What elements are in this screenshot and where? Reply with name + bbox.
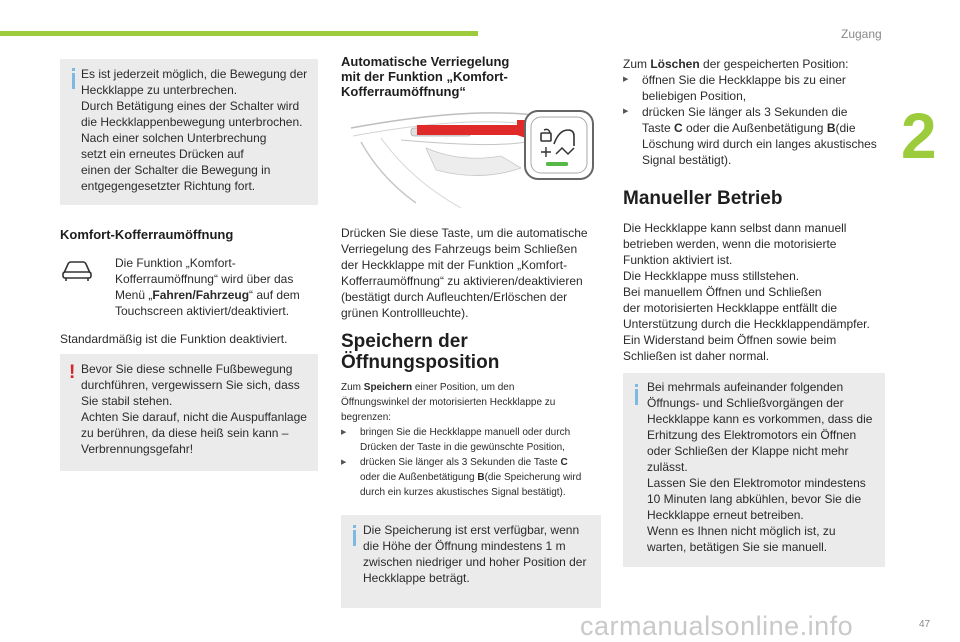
default-text: Standardmäßig ist die Funktion deaktiviert.: [60, 332, 288, 346]
text-line: (bestätigt durch Aufleuchten/Erlöschen der: [341, 290, 568, 304]
heading-line: mit der Funktion „Komfort-: [341, 69, 508, 84]
text-line: ▶ öffnen Sie die Heckklappe bis zu einer: [642, 73, 846, 87]
heading-line: Kofferraumöffnung“: [341, 84, 466, 99]
info-line: die Höhe der Öffnung mindestens 1 m: [363, 539, 566, 553]
info-line: 10 Minuten lang abkühlen, bevor Sie die: [647, 492, 862, 506]
heading-line: Speichern der: [341, 331, 468, 352]
text-line: Die Heckklappe muss stillstehen.: [623, 269, 800, 283]
text-line: Drücken Sie diese Taste, um die automatische: [341, 226, 588, 240]
automatic-locking-text: [341, 225, 606, 321]
heading-speichern: [341, 331, 601, 373]
warning-line: Verbrennungsgefahr!: [81, 442, 194, 456]
info-line: Wenn es Ihnen nicht möglich ist, zu: [647, 524, 836, 538]
info-line: einen der Schalter die Bewegung in: [81, 163, 271, 177]
info-line: Heckklappe erneut betreiben.: [647, 508, 804, 522]
tailgate-lock-button-icon: [341, 108, 601, 214]
warning-icon: !: [69, 362, 76, 383]
key-label: B: [826, 121, 836, 135]
text-fragment: (die Speicherung wird: [484, 472, 582, 483]
page-number: 47: [919, 619, 931, 630]
heading-line: Öffnungsposition: [341, 352, 500, 373]
text-line: Kofferraumöffnung“ zu aktivieren/deaktivieren: [341, 274, 583, 288]
text-fragment: drücken Sie länger als 3 Sekunden die Taste: [360, 457, 561, 468]
info-line: Nach einer solchen Unterbrechung: [81, 131, 267, 145]
emphasis: Löschen: [650, 57, 700, 71]
text-line: Löschung wird durch ein langes akustisches: [642, 137, 877, 151]
warning-line: zu berühren, da diese heiß sein kann –: [81, 426, 289, 440]
warning-line: Achten Sie darauf, nicht die Auspuffanlage: [81, 410, 307, 424]
heading-manueller-betrieb: Manueller Betrieb: [623, 188, 783, 209]
info-line: Erhitzung des Elektromotors ein Öffnen: [647, 428, 857, 442]
text-line: Ein Widerstand beim Öffnen sowie beim: [623, 333, 837, 347]
text-line: Signal bestätigt).: [642, 153, 732, 167]
info-box-interrupt: [60, 59, 318, 205]
info-line: Heckklappe beträgt.: [363, 571, 470, 585]
text-fragment: oder die Außenbetätigung: [682, 121, 827, 135]
info-line: Bei mehrmals aufeinander folgenden: [647, 380, 844, 394]
manueller-betrieb-text: [623, 220, 889, 364]
text-fragment: Zum: [623, 57, 651, 71]
text-line: Drücken der Taste in die gewünschte Position,: [360, 442, 565, 453]
info-icon: [353, 530, 356, 546]
text-fragment: “ auf dem: [249, 288, 300, 302]
text-fragment: Menü „: [115, 288, 153, 302]
warning-box: [60, 354, 318, 471]
watermark: carmanualsonline.info: [580, 611, 854, 641]
info-line: setzt ein erneutes Drücken auf: [81, 147, 244, 161]
text-line: Öffnungswinkel der motorisierten Heckklappe zu: [341, 397, 556, 408]
text-fragment: der gespeicherten Position:: [699, 57, 849, 71]
bullet-item: [623, 104, 889, 168]
info-line: Die Speicherung ist erst verfügbar, wenn: [363, 523, 580, 537]
header-accent-bar: [0, 31, 478, 36]
loeschen-instructions: [623, 56, 889, 168]
text-fragment: Taste: [642, 121, 675, 135]
text-line: Kofferraumöffnung“ wird über das: [115, 272, 294, 286]
text-line: Schließen ist daher normal.: [623, 349, 770, 363]
section-label: Zugang: [841, 27, 882, 41]
text-line: Die Heckklappe kann selbst dann manuell: [623, 221, 847, 235]
text-fragment: einer Position, um den: [412, 382, 515, 393]
text-line: grünen Kontrollleuchte).: [341, 306, 469, 320]
info-icon: [635, 389, 638, 405]
info-icon: [72, 73, 75, 89]
bullet-item: [623, 72, 889, 104]
info-line: oder Schließen der Klappe nicht mehr: [647, 444, 849, 458]
text-line: Touchscreen aktiviert/deaktiviert.: [115, 304, 290, 318]
info-line: Heckklappe kann es vorkommen, dass die: [647, 412, 873, 426]
heading-komfort: Komfort-Kofferraumöffnung: [60, 227, 234, 242]
text-line: [360, 470, 606, 485]
info-line: Es ist jederzeit möglich, die Bewegung der: [81, 67, 308, 81]
text-line: ▶ bringen Sie die Heckklappe manuell oder durch: [360, 427, 571, 438]
text-line: Verriegelung des Fahrzeugs beim Schließen: [341, 242, 578, 256]
text-line: durch ein kurzes akustisches Signal bestätigt).: [360, 487, 566, 498]
info-line: entgegengesetzter Richtung fort.: [81, 179, 256, 193]
text-line: Die Funktion „Komfort-: [115, 256, 236, 270]
text-line: [642, 120, 889, 136]
text-line: ▶ drücken Sie länger als 3 Sekunden die: [642, 105, 848, 119]
info-box-speicherung: [341, 515, 601, 608]
warning-line: Bevor Sie diese schnelle Fußbewegung: [81, 362, 293, 376]
bullet-item: [341, 455, 606, 500]
text-line: [115, 287, 315, 303]
warning-line: Sie stabil stehen.: [81, 394, 173, 408]
heading-line: Automatische Verriegelung: [341, 54, 510, 69]
text-line: Funktion aktiviert ist.: [623, 253, 733, 267]
key-label: C: [560, 457, 568, 468]
info-line: die Heckklappenbewegung unterbrochen.: [81, 115, 303, 129]
text-line: Unterstützung durch die Heckklappendämpfer.: [623, 317, 870, 331]
info-line: warten, betätigen Sie sie manuell.: [647, 540, 828, 554]
text-fragment: Zum: [341, 382, 364, 393]
car-icon: [60, 257, 94, 283]
info-line: Lassen Sie den Elektromotor mindestens: [647, 476, 866, 490]
info-line: zulässt.: [647, 460, 688, 474]
info-box-overheating: [623, 373, 885, 567]
text-line: Bei manuellem Öffnen und Schließen: [623, 285, 822, 299]
text-fragment: (die: [835, 121, 856, 135]
komfort-feature-text: [115, 255, 315, 319]
key-label: B: [477, 472, 485, 483]
text-line: [341, 380, 606, 395]
speichern-instructions: [341, 380, 606, 500]
info-line: Öffnungs- und Schließvorgängen der: [647, 396, 844, 410]
text-line: begrenzen:: [341, 412, 392, 423]
info-line: zwischen niedriger und hoher Position der: [363, 555, 587, 569]
text-line: der Heckklappe mit der Funktion „Komfort-: [341, 258, 568, 272]
menu-path: Fahren/Fahrzeug: [152, 288, 250, 302]
text-line: [623, 56, 889, 72]
text-fragment: oder die Außenbetätigung: [360, 472, 478, 483]
warning-line: durchführen, vergewissern Sie sich, dass: [81, 378, 300, 392]
chapter-number: 2: [901, 100, 937, 172]
text-line: [360, 455, 606, 470]
bullet-item: [341, 425, 606, 455]
info-line: Durch Betätigung eines der Schalter wird: [81, 99, 300, 113]
heading-automatic-locking: [341, 54, 581, 99]
text-line: beliebigen Position,: [642, 89, 747, 103]
text-line: der motorisierten Heckklappe entfällt die: [623, 301, 838, 315]
key-label: C: [674, 121, 683, 135]
info-line: Heckklappe zu unterbrechen.: [81, 83, 238, 97]
text-line: betrieben werden, wenn die motorisierte: [623, 237, 837, 251]
emphasis: Speichern: [363, 382, 413, 393]
